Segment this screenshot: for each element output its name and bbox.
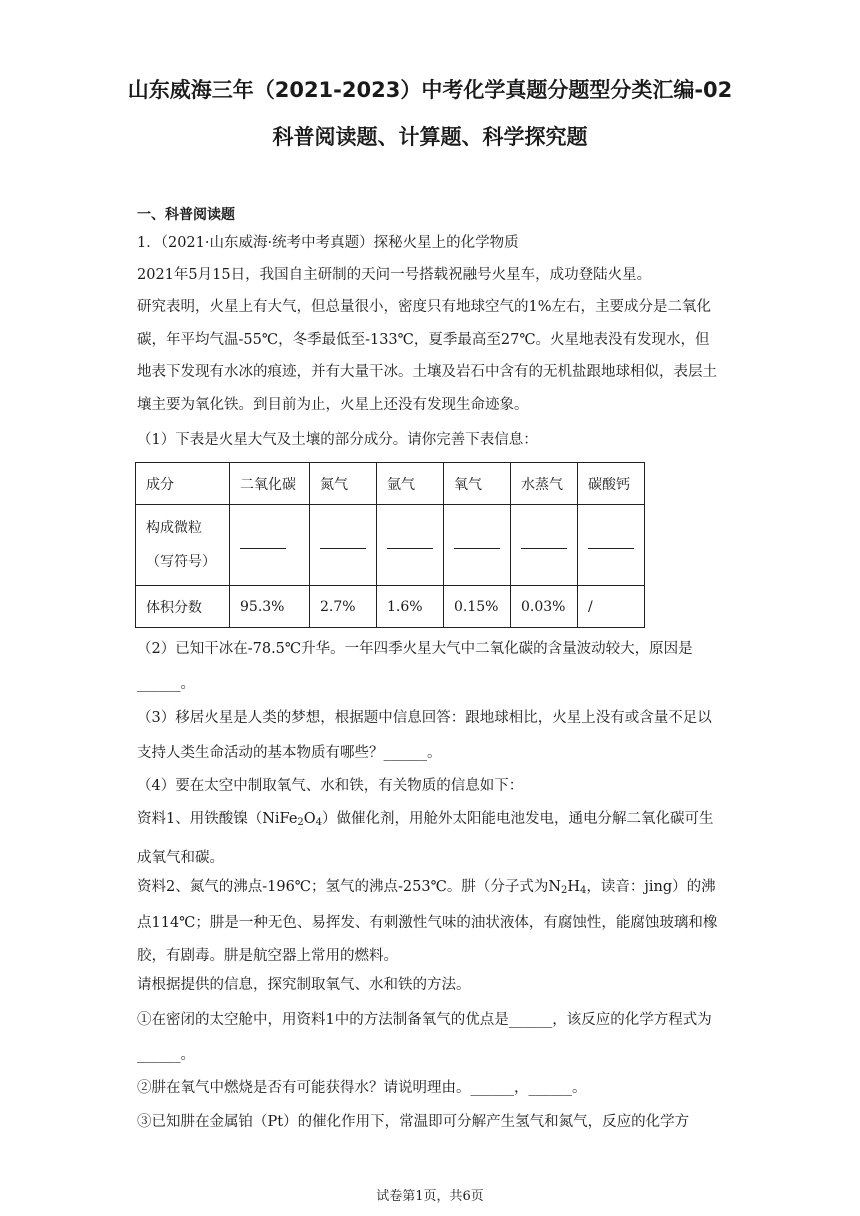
question-paragraph: 研究表明，火星上有大气，但总量很小，密度只有地球空气的1%左右，主要成分是二氧化碳，年平均气温-55℃，冬季最低至-133℃，夏季最高至27℃。火星地表没有发现水，但地表下发现有水冰的痕迹，并有大量干冰。土壤及岩石中含有的无机盐跟地球相似，表层土壤主要为氧化铁。到目前为止，火星上还没有发现生命迹象。 <box>137 299 717 413</box>
table-cell: 氩气 <box>377 463 444 505</box>
sub-question-3: （3）移居火星是人类的梦想，根据题中信息回答：跟地球相比，火星上没有或含量不足以支持人类生命活动的基本物质有哪些？______。 <box>137 710 712 761</box>
table-cell: 成分 <box>136 463 230 505</box>
answer-blank-cell[interactable] <box>230 505 310 586</box>
question-intro: 2021年5月15日，我国自主研制的天问一号搭载祝融号火星车，成功登陆火星。 <box>137 267 652 283</box>
answer-blank-cell[interactable] <box>444 505 511 586</box>
table-cell: 二氧化碳 <box>230 463 310 505</box>
table-row <box>136 586 645 628</box>
table-cell: 95.3% <box>230 586 310 628</box>
answer-blank[interactable] <box>387 538 433 549</box>
material-text: H <box>567 879 581 895</box>
subscript: 2 <box>561 885 568 896</box>
table-header-row <box>136 463 645 505</box>
page-footer: 试卷第1页，共6页 <box>376 1189 484 1204</box>
answer-blank[interactable] <box>521 538 567 549</box>
composition-table <box>135 462 645 628</box>
subscript: 2 <box>297 817 304 828</box>
table-cell: 0.15% <box>444 586 511 628</box>
row-label-note: （写符号） <box>146 554 216 570</box>
table-cell: 水蒸气 <box>511 463 578 505</box>
table-cell: 0.03% <box>511 586 578 628</box>
answer-blank-cell[interactable] <box>578 505 645 586</box>
table-cell: 氧气 <box>444 463 511 505</box>
answer-blank[interactable] <box>588 538 634 549</box>
material-1 <box>137 802 723 875</box>
sub-question-4: （4）要在太空中制取氧气、水和铁，有关物质的信息如下： <box>137 778 524 794</box>
answer-blank-cell[interactable] <box>310 505 377 586</box>
table-cell: 1.6% <box>377 586 444 628</box>
material-text: ，读音：jing）的沸点114℃；肼是一种无色、易挥发、有刺激性气味的油状液体，有腐蚀性，能腐蚀玻璃和橡胶，有剧毒。肼是航空器上常用的燃料。 <box>137 879 718 964</box>
table-row <box>136 505 645 586</box>
material-text: 资料2、氮气的沸点-196℃；氢气的沸点-253℃。肼（分子式为N <box>137 879 562 895</box>
table-cell <box>136 505 230 586</box>
answer-blank[interactable] <box>320 538 366 549</box>
sub-question-2: （2）已知干冰在-78.5℃升华。一年四季火星大气中二氧化碳的含量波动较大，原因是______。 <box>137 641 693 692</box>
subscript: 4 <box>580 885 587 896</box>
table-cell: 碳酸钙 <box>578 463 645 505</box>
answer-blank[interactable] <box>454 538 500 549</box>
material-text: 资料1、用铁酸镍（NiFe <box>137 811 298 827</box>
answer-blank[interactable] <box>240 538 286 549</box>
material-text: ）做催化剂，用舱外太阳能电池发电，通电分解二氧化碳可生成氧气和碳。 <box>137 811 714 866</box>
answer-blank-cell[interactable] <box>377 505 444 586</box>
material-text: O <box>303 811 316 827</box>
item-1: ①在密闭的太空舱中，用资料1中的方法制备氧气的优点是______，该反应的化学方程式为______。 <box>137 1012 712 1063</box>
table-cell: 2.7% <box>310 586 377 628</box>
sub-question-1: （1）下表是火星大气及土壤的部分成分。请你完善下表信息： <box>137 432 538 448</box>
question-header: 1．（2021·山东威海·统考中考真题）探秘火星上的化学物质 <box>137 235 519 251</box>
subscript: 4 <box>315 817 323 828</box>
table-cell: 体积分数 <box>136 586 230 628</box>
section-heading: 一、科普阅读题 <box>137 207 235 223</box>
table-cell: 氮气 <box>310 463 377 505</box>
instruction: 请根据提供的信息，探究制取氧气、水和铁的方法。 <box>137 977 471 993</box>
row-label: 构成微粒 <box>146 520 202 536</box>
answer-blank-cell[interactable] <box>511 505 578 586</box>
title-line-2: 科普阅读题、计算题、科学探究题 <box>272 125 588 149</box>
item-2: ②肼在氧气中燃烧是否有可能获得水？请说明理由。______，______。 <box>137 1080 587 1096</box>
title-line-1: 山东威海三年（2021-2023）中考化学真题分题型分类汇编-02 <box>127 78 733 102</box>
item-3: ③已知肼在金属铂（Pt）的催化作用下，常温即可分解产生氢气和氮气，反应的化学方 <box>137 1114 690 1130</box>
table-cell: / <box>578 586 645 628</box>
material-2 <box>137 871 723 973</box>
